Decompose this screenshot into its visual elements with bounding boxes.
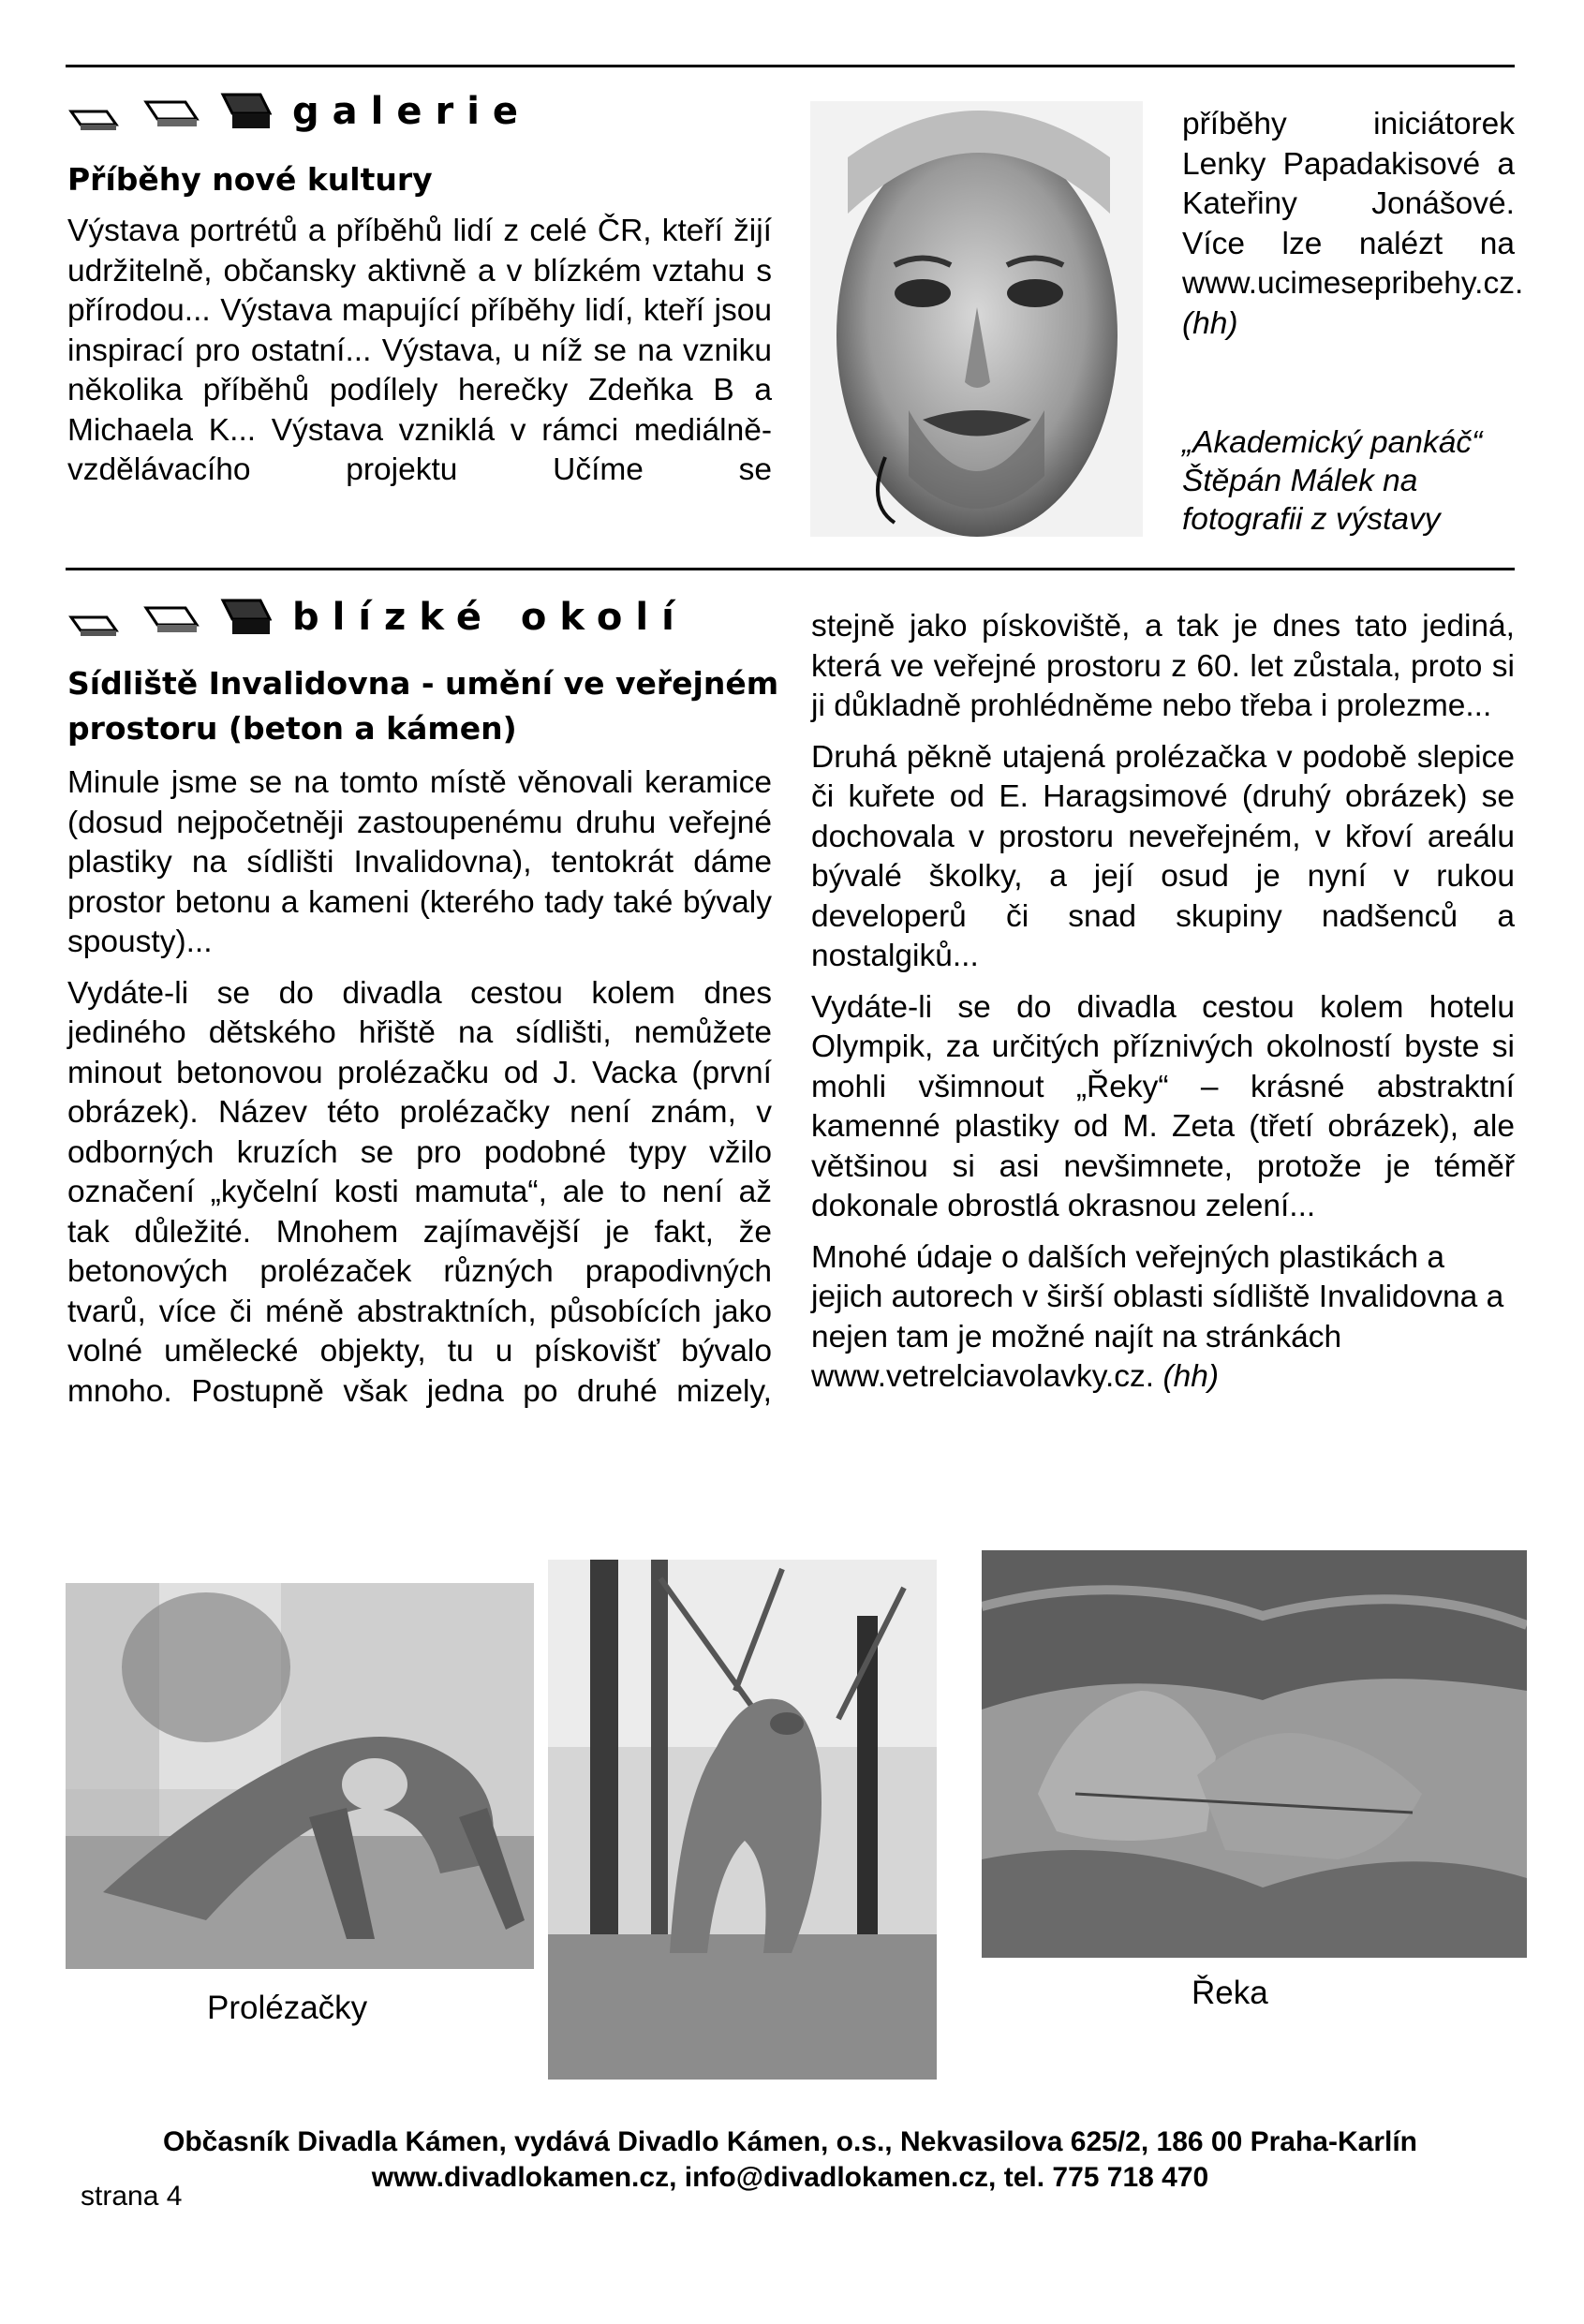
caption-prolezacky: Prolézačky bbox=[207, 1990, 368, 2026]
header-blocks-icon bbox=[67, 597, 272, 638]
okoli-paragraph: Mnohé údaje o dalších veřejných plastikách a jejich autorech v širší oblasti sídliště Invalidovna a nejen tam je možné najít na stránkách www.vetrelciavolavky.cz. bbox=[811, 1239, 1504, 1394]
caption-reka: Řeka bbox=[1192, 1975, 1268, 2011]
section-title-okoli: blízké okolí bbox=[292, 596, 688, 639]
page-number: strana 4 bbox=[81, 2181, 183, 2212]
galerie-text-left bbox=[67, 212, 772, 502]
footer-line-2: www.divadlokamen.cz, info@divadlokamen.cz, tel. 775 718 470 bbox=[371, 2162, 1209, 2193]
top-rule bbox=[66, 65, 1515, 67]
okoli-paragraph: Minule jsme se na tomto místě věnovali keramice (dosud nejpočetněji zastoupenému druhu veřejné plastiky na sídlišti Invalidovna), tentokrát dáme prostor betonu a kameni (kterého tady také bývaly spousty)... bbox=[67, 765, 772, 959]
portrait-photo bbox=[810, 101, 1143, 537]
galerie-paragraph: Výstava portrétů a příběhů lidí z celé ČR, kteří žijí udržitelně, občansky aktivně a v blízkém vztahu s přírodou... Výstava mapující příběhy lidí, kteří jsou inspirací pro ostatní... Výstava, u níž se na vzniku několika příběhů podílely herečky Zdeňka B a Michaela K... Výstava vzniklá v rámci mediálně-vzdělávacího projektu Učíme se bbox=[67, 214, 772, 487]
photo-slepice-haragsimova bbox=[548, 1560, 937, 2080]
okoli-column-left bbox=[67, 763, 772, 1423]
portrait-caption: „Akademický pankáč“ Štěpán Málek na fotografii z výstavy bbox=[1182, 425, 1483, 537]
footer-line-1: Občasník Divadla Kámen, vydává Divadlo Kámen, o.s., Nekvasilova 625/2, 186 00 Praha-Karlín bbox=[163, 2126, 1417, 2157]
middle-rule bbox=[66, 568, 1515, 570]
section-title-galerie: galerie bbox=[292, 90, 532, 133]
section-header-okoli bbox=[67, 596, 688, 639]
okoli-column-right bbox=[811, 607, 1515, 1409]
photo-prolezacka-vacek bbox=[66, 1583, 534, 1969]
okoli-author: (hh) bbox=[1162, 1359, 1220, 1394]
headline-galerie: Příběhy nové kultury bbox=[67, 161, 433, 198]
photo-reka-zet bbox=[982, 1550, 1527, 1958]
headline-okoli: Sídliště Invalidovna - umění ve veřejném prostoru (beton a kámen) bbox=[67, 665, 779, 747]
okoli-paragraph: Druhá pěkně utajená prolézačka v podobě slepice či kuřete od E. Haragsimové (druhý obrázek) se dochovala v prostoru neveřejném, v křoví areálu bývalé školky, a její osud je nyní v rukou developerů či snad skupiny nadšenců a nostalgiků... bbox=[811, 739, 1515, 973]
okoli-paragraph: Vydáte-li se do divadla cestou kolem dnes jediného dětského hřiště na sídlišti, nemůžete minout betonovou prolézačku od J. Vacka (první obrázek). Název této prolézačky není znám, v odborných kruzích se pro podobné typy vžilo označení „kyčelní kosti mamuta“, ale to není až tak důležité. Mnohem zajímavější je fakt, že betonových prolézaček různých prapodivných tvarů, více či méně abstraktních, působících jako volné umělecké objekty, tu u pískovišť bývalo mnoho. Postupně však jedna po druhé mizely, bbox=[67, 975, 772, 1409]
section-header-galerie bbox=[67, 90, 531, 133]
galerie-text-right-body: příběhy iniciátorek Lenky Papadakisové a Kateřiny Jonášové. Více lze nalézt na www.ucimesepribehy.cz. bbox=[1182, 107, 1524, 301]
galerie-text-right bbox=[1182, 105, 1524, 344]
okoli-paragraph: stejně jako pískoviště, a tak je dnes tato jediná, která ve veřejné prostoru z 60. let zůstala, proto si ji důkladně prohlédněme nebo třeba i prolezme... bbox=[811, 609, 1515, 723]
galerie-author: (hh) bbox=[1182, 305, 1238, 341]
header-blocks-icon bbox=[67, 91, 272, 132]
okoli-paragraph: Vydáte-li se do divadla cestou kolem hotelu Olympik, za určitých příznivých okolností byste si mohli všimnout „Řeky“ – krásné abstraktní kamenné plastiky od M. Zeta (třetí obrázek), ale většinou si asi nevšimnete, protože je téměř dokonale obrostlá okrasnou zelení... bbox=[811, 989, 1515, 1223]
